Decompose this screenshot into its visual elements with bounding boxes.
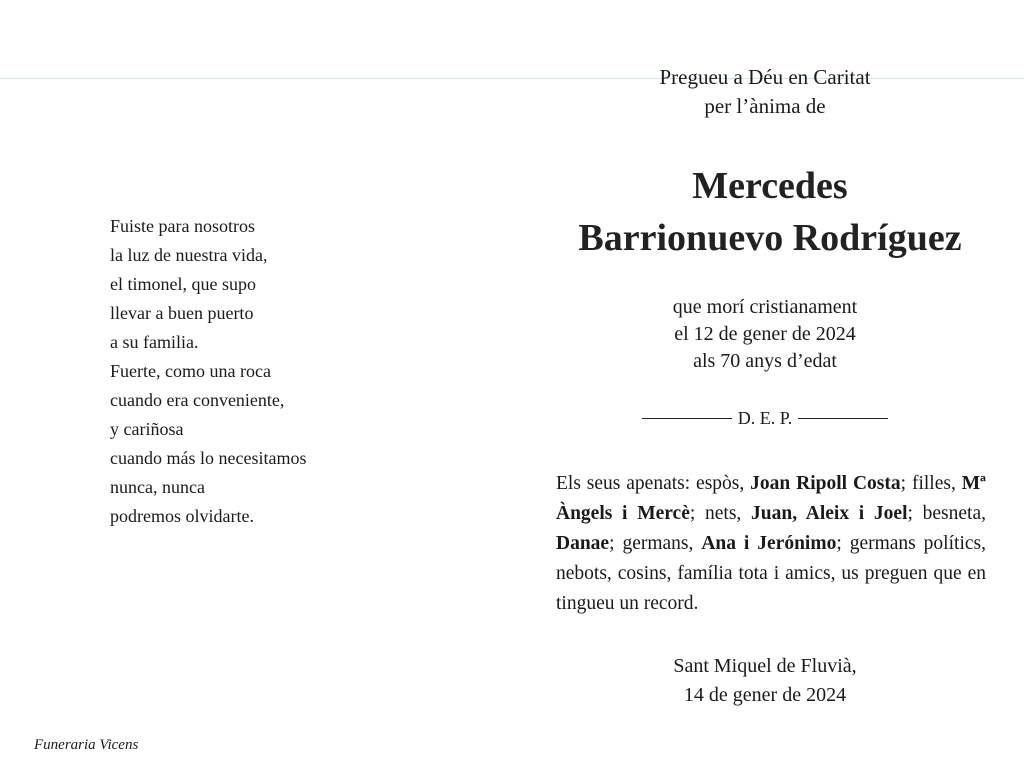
siblings-names: Ana i Jerónimo	[701, 533, 837, 554]
funeral-home-name: Funeraria Vicens	[34, 737, 139, 753]
place-name: Sant Miquel de Fluvià,	[673, 655, 857, 677]
prayer-line-1: Pregueu a Déu en Caritat	[659, 65, 871, 89]
issue-date: 14 de gener de 2024	[683, 684, 847, 706]
poem-line: Fuerte, como una roca	[110, 361, 271, 381]
death-line-1: que morí cristianament	[672, 296, 858, 318]
poem-line: cuando más lo necesitamos	[110, 448, 307, 468]
mourners-paragraph	[556, 469, 986, 619]
great-granddaughter-name: Danae	[556, 533, 610, 554]
mourners-text: ; filles,	[900, 473, 962, 494]
prayer-intro	[560, 63, 970, 121]
poem-line: a su familia.	[110, 332, 199, 352]
poem-line: la luz de nuestra vida,	[110, 245, 268, 265]
deceased-first-name: Mercedes	[692, 165, 848, 207]
poem	[110, 212, 306, 531]
mourners-text: ; germans,	[609, 533, 702, 554]
dep-divider	[560, 408, 970, 429]
daughters-names: Mª Àngels i Mercè	[556, 473, 986, 524]
death-info	[560, 294, 970, 375]
poem-line: el timonel, que supo	[110, 274, 256, 294]
poem-line: podremos olvidarte.	[110, 506, 254, 526]
deceased-name	[520, 160, 1020, 264]
deceased-surnames: Barrionuevo Rodríguez	[578, 217, 962, 259]
dep-text: D. E. P.	[737, 408, 793, 428]
poem-line: nunca, nunca	[110, 477, 205, 497]
prayer-line-2: per l’ànima de	[704, 94, 826, 118]
place-date	[560, 652, 970, 710]
poem-line: y cariñosa	[110, 419, 184, 439]
poem-line: cuando era conveniente,	[110, 390, 285, 410]
grandchildren-names: Juan, Aleix i Joel	[751, 503, 908, 524]
mourners-text: ; germans polítics, nebots, cosins, família tota i amics, us preguen que en tingueu un record.	[556, 533, 986, 614]
divider-rule-right	[798, 418, 888, 419]
poem-line: llevar a buen puerto	[110, 303, 254, 323]
poem-line: Fuiste para nosotros	[110, 216, 255, 236]
mourners-text: ; besneta,	[907, 503, 986, 524]
death-date: el 12 de gener de 2024	[674, 323, 856, 345]
spouse-name: Joan Ripoll Costa	[750, 473, 901, 494]
mourners-text: ; nets,	[689, 503, 752, 524]
divider-rule-left	[642, 418, 732, 419]
death-age: als 70 anys d’edat	[693, 350, 837, 372]
mourners-text: Els seus apenats: espòs,	[556, 473, 751, 494]
